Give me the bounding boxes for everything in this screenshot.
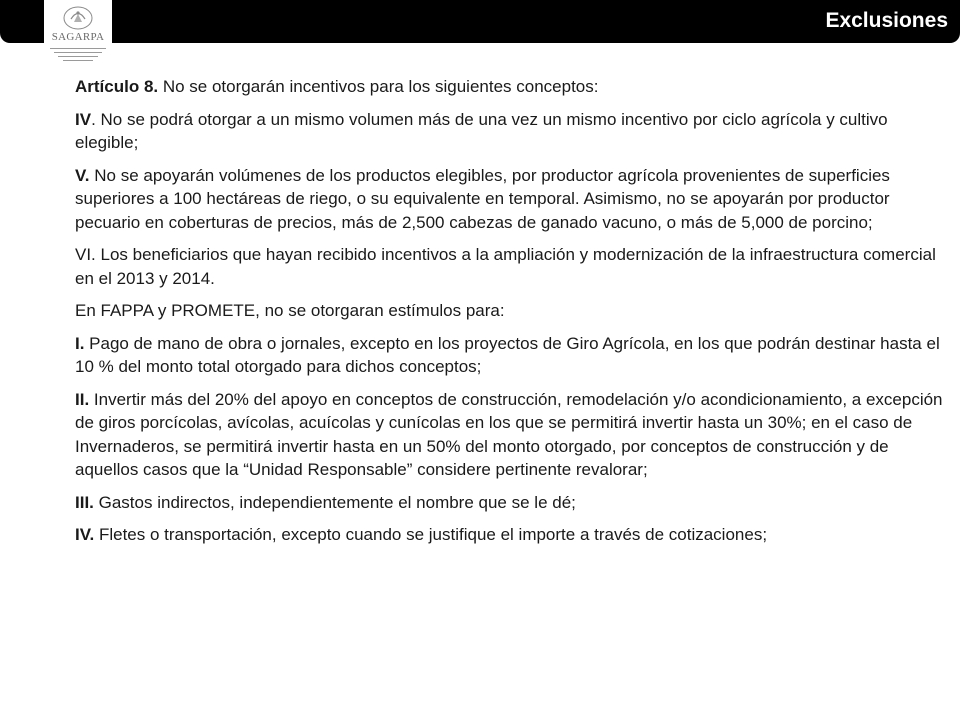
slide-title: Exclusiones: [825, 9, 948, 32]
paragraph-label: V.: [75, 165, 90, 185]
paragraph-text: No se apoyarán volúmenes de los productos elegibles, por productor agrícola provenientes de superficies superiores a 100 hectáreas de riego, o su equivalente en temporal. Asimismo, no se apoyarán por productor pecuario en coberturas de precios, más de 2,500 cabezas de ganado vacuno, o más de 5,000 de porcino;: [75, 165, 890, 232]
paragraph-text: Invertir más del 20% del apoyo en conceptos de construcción, remodelación y/o acondicionamiento, a excepción de giros porcícolas, avícolas, acuícolas y cunícolas en los que se permitirá invertir hasta un 30%; en el caso de Invernaderos, se permitirá invertir hasta en un 50% del monto otorgado, por conceptos de construcción y de aquellos casos que la “Unidad Responsable” considere pertinente revalorar;: [75, 389, 943, 479]
logo-divider: [50, 48, 106, 49]
sagarpa-logo: [44, 0, 112, 72]
paragraph: [75, 164, 950, 235]
paragraph-label: I.: [75, 333, 85, 353]
paragraph-text: No se otorgarán incentivos para los siguientes conceptos:: [158, 77, 599, 96]
paragraph: [75, 332, 950, 379]
header-bar: [0, 0, 960, 43]
paragraph-label: III.: [75, 492, 94, 512]
logo-text: SAGARPA: [51, 31, 105, 43]
paragraph: [75, 523, 950, 547]
paragraph: [75, 299, 950, 323]
paragraph: [75, 388, 950, 482]
paragraph: [75, 491, 950, 515]
paragraph-text: Pago de mano de obra o jornales, excepto en los proyectos de Giro Agrícola, en los que podrán destinar hasta el 10 % del monto total otorgado para dichos conceptos;: [75, 333, 940, 376]
paragraph-text: Fletes o transportación, excepto cuando se justifique el importe a través de cotizaciones;: [94, 525, 768, 544]
logo-divider: [58, 56, 98, 57]
paragraph-text: VI. Los beneficiarios que hayan recibido incentivos a la ampliación y modernización de la infraestructura comercial en el 2013 y 2014.: [75, 245, 936, 288]
paragraph: [75, 108, 950, 155]
paragraph-label: II.: [75, 389, 90, 409]
paragraph-label: IV.: [75, 525, 95, 544]
eagle-seal-icon: [62, 4, 94, 30]
paragraph-text: . No se podrá otorgar a un mismo volumen más de una vez un mismo incentivo por ciclo agrícola y cultivo elegible;: [75, 109, 888, 152]
slide-content: [75, 75, 950, 556]
paragraph: [75, 243, 950, 290]
logo-divider: [63, 60, 93, 61]
logo-divider: [54, 52, 102, 53]
paragraph-label: IV: [75, 109, 92, 129]
paragraph-label: Artículo 8.: [75, 77, 159, 96]
paragraph: [75, 75, 950, 99]
paragraph-text: Gastos indirectos, independientemente el nombre que se le dé;: [93, 492, 576, 512]
paragraph-text: En FAPPA y PROMETE, no se otorgaran estímulos para:: [75, 301, 505, 320]
